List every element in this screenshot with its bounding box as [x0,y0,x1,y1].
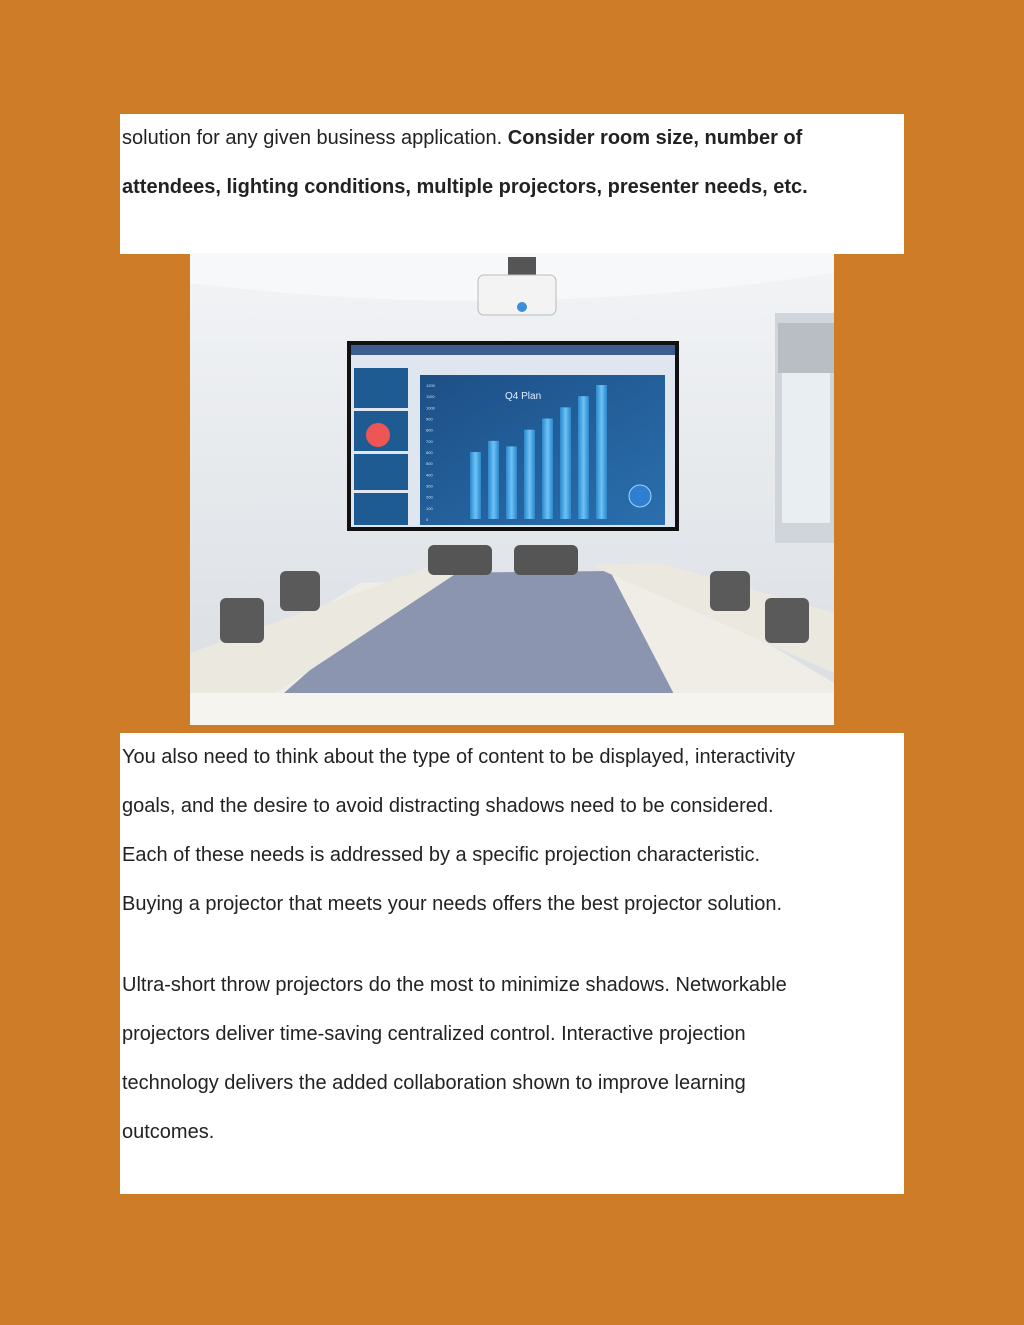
y-tick-label: 1200 [426,383,435,388]
paragraph-line: Buying a projector that meets your needs offers the best projector solution. [122,893,782,915]
y-tick-label: 1100 [426,394,435,400]
paragraph-line: projectors deliver time-saving centralized control. Interactive projection [122,1023,746,1045]
conference-room-photo [190,253,834,725]
y-tick-label: 100 [426,505,433,511]
chart-bar [560,407,571,519]
chart-bar [506,446,517,519]
photo-illustration [190,253,834,725]
paragraph-line: Ultra-short throw projectors do the most to minimize shadows. Networkable [122,974,787,996]
bold-text-1: Consider room size, number of [507,127,803,149]
plain-text: solution for any given business application. [122,127,508,149]
y-tick-label: 1000 [426,405,435,411]
y-tick-label: 700 [426,438,433,444]
top-line-2 [122,163,904,212]
chart-bar [524,430,535,519]
y-tick-label: 800 [426,427,433,433]
bold-text-2: attendees, lighting conditions, multiple projectors, presenter needs, etc. [122,176,808,198]
top-line-1 [122,114,904,163]
chart-bar [596,385,607,519]
paragraph-line: Each of these needs is addressed by a specific projection characteristic. [122,844,761,866]
chart-bar [542,419,553,520]
chart-bar [470,452,481,519]
y-tick-label: 200 [426,494,433,500]
y-tick-label: 300 [426,483,433,489]
chart-bar [578,396,589,519]
y-tick-label: 600 [426,450,433,455]
paragraph-line: goals, and the desire to avoid distracting shadows need to be considered. [122,795,774,817]
y-tick-label: 400 [426,472,433,478]
top-text-panel [120,114,904,254]
paragraph-line: technology delivers the added collaboration shown to improve learning [122,1072,746,1094]
slide-title: Q4 Plan [505,391,542,402]
paragraph-line: You also need to think about the type of content to be displayed, interactivity [122,746,796,768]
bottom-text-panel [120,733,904,1194]
paragraph-line: outcomes. [122,1121,215,1143]
y-tick-label: 900 [426,416,433,422]
y-tick-label: 0 [426,517,429,522]
y-tick-label: 500 [426,461,433,467]
chart-bar [488,441,499,519]
